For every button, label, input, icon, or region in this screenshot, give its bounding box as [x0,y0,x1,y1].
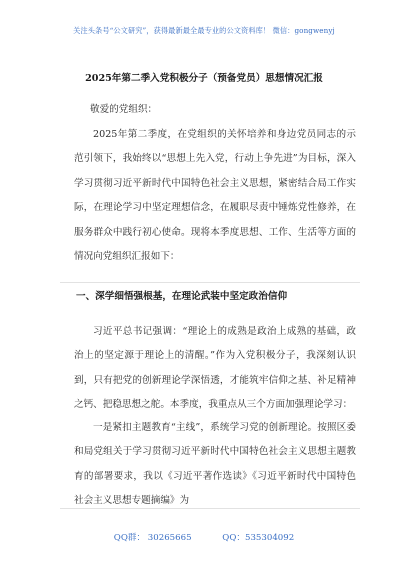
section-heading: 一、深学细悟强根基，在理论武装中坚定政治信仰 [76,291,288,302]
paragraph-quote: 习近平总书记强调：“理论上的成熟是政治上成熟的基础，政治上的坚定源于理论上的清醒。”作为入党积极分子，我深刻认识到，只有把党的创新理论学深悟透，才能筑牢信仰之基、补足精神之钙、把稳思想之舵。本季度，我重点从三个方面加强理论学习： [74,326,356,411]
document-title: 2025年第二季入党积极分子（预备党员）思想情况汇报 [85,73,323,84]
header-note: 关注头条号“公文研究”，获得最新最全最专业的公文资料库！ 微信：gongwenyj [73,26,335,35]
divider [60,508,360,509]
divider [60,282,360,283]
paragraph-study: 一是紧扣主题教育“主线”，系统学习党的创新理论。按照区委和局党组关于学习贯彻习近平新时代中国特色社会主义思想主题教育的部署要求，我以《习近平著作选读》《习近平新时代中国特色社会主义思想专题摘编》为 [74,422,356,507]
salutation: 敬爱的党组织： [90,104,158,115]
footer-contact [0,531,408,543]
footer-qq: QQ：535304092 [222,533,295,543]
paragraph-intro: 2025年第二季度，在党组织的关怀培养和身边党员同志的示范引领下，我始终以“思想上先入党，行动上争先进”为目标，深入学习贯彻习近平新时代中国特色社会主义思想，紧密结合局工作实际，在理论学习中坚定理想信念，在履职尽责中锤炼党性修养，在服务群众中践行初心使命。现将本季度思想、工作、生活等方面的情况向党组织汇报如下： [74,129,356,263]
footer-qq-group: QQ群： 30265665 [113,533,192,543]
